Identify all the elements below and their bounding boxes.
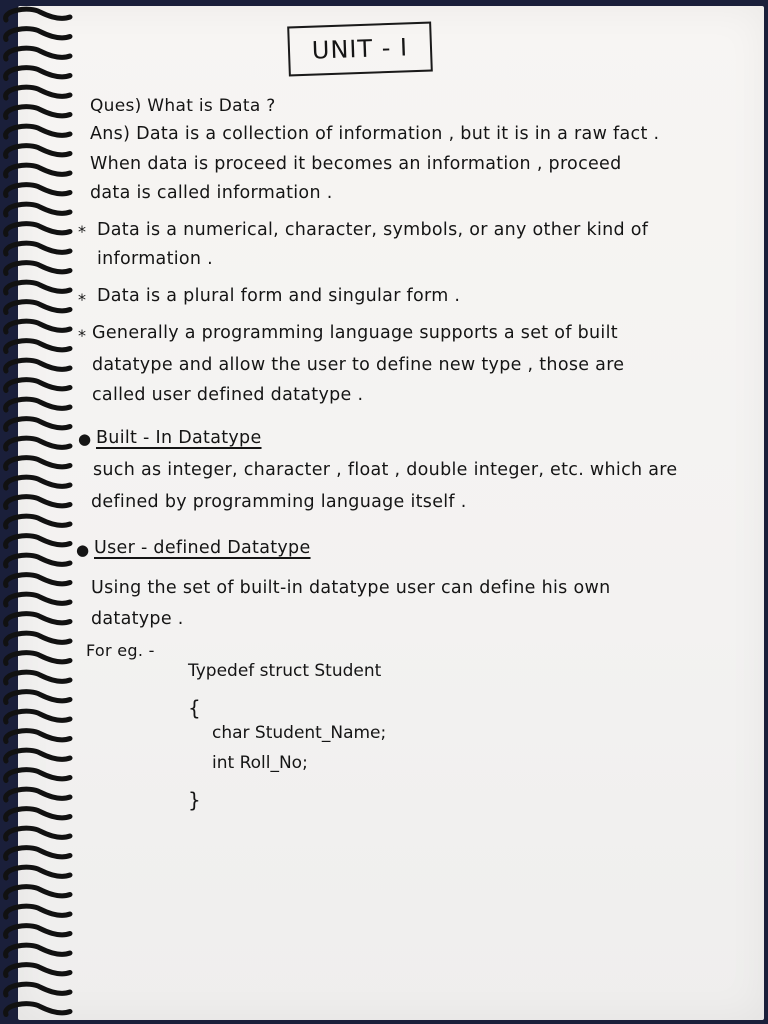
- example-label: For eg. -: [86, 641, 155, 660]
- spiral-coil: [6, 48, 70, 59]
- code-close-brace: }: [188, 788, 201, 812]
- answer-line-3: data is called information .: [90, 183, 333, 203]
- spiral-coil: [6, 9, 70, 20]
- spiral-coil: [6, 633, 70, 644]
- spiral-coil: [6, 146, 70, 157]
- userdefined-line-2: datatype .: [91, 609, 184, 629]
- spiral-coil: [6, 341, 70, 352]
- spiral-coil: [6, 204, 70, 215]
- spiral-coil: [6, 126, 70, 137]
- spiral-coil: [6, 419, 70, 430]
- builtin-line-1: such as integer, character , float , double integer, etc. which are: [93, 460, 678, 480]
- answer-line-2: When data is proceed it becomes an information , proceed: [90, 154, 622, 174]
- spiral-coil: [6, 887, 70, 898]
- code-line-2: char Student_Name;: [212, 723, 387, 743]
- spiral-coil: [6, 555, 70, 566]
- spiral-coil: [6, 926, 70, 937]
- code-line-3: int Roll_No;: [212, 753, 308, 773]
- spiral-coil: [6, 1004, 70, 1015]
- point1-line-2: information .: [97, 249, 214, 269]
- dot-bullet: ●: [78, 430, 92, 448]
- spiral-coil: [6, 497, 70, 508]
- spiral-coil: [6, 360, 70, 371]
- spiral-coil: [6, 711, 70, 722]
- spiral-coil: [6, 536, 70, 547]
- spiral-coil: [6, 594, 70, 605]
- unit-title: UNIT - I: [287, 22, 433, 77]
- spiral-coil: [6, 185, 70, 196]
- userdefined-heading: User - defined Datatype: [94, 538, 311, 558]
- spiral-coil: [6, 848, 70, 859]
- spiral-coil: [6, 731, 70, 742]
- spiral-coil: [6, 965, 70, 976]
- spiral-coil: [6, 399, 70, 410]
- spiral-coil: [6, 809, 70, 820]
- spiral-binding: [0, 0, 80, 1024]
- builtin-line-2: defined by programming language itself .: [91, 492, 467, 512]
- spiral-coil: [6, 302, 70, 313]
- spiral-coil: [6, 477, 70, 488]
- spiral-coil: [6, 945, 70, 956]
- spiral-coil: [6, 653, 70, 664]
- spiral-coil: [6, 614, 70, 625]
- spiral-coil: [6, 380, 70, 391]
- star-bullet: *: [78, 326, 86, 345]
- spiral-coil: [6, 68, 70, 79]
- point3-line-2: datatype and allow the user to define new type , those are: [92, 355, 625, 375]
- star-bullet: *: [78, 290, 86, 309]
- spiral-coil: [6, 87, 70, 98]
- point3-line-1: Generally a programming language supports a set of built: [92, 323, 618, 343]
- spiral-coil: [6, 282, 70, 293]
- spiral-coil: [6, 750, 70, 761]
- answer-line-1: Ans) Data is a collection of information , but it is in a raw fact .: [90, 124, 660, 144]
- spiral-coil: [6, 107, 70, 118]
- spiral-coil: [6, 692, 70, 703]
- spiral-coil: [6, 672, 70, 683]
- point2: Data is a plural form and singular form .: [97, 286, 461, 306]
- star-bullet: *: [78, 222, 86, 241]
- spiral-coil: [6, 243, 70, 254]
- spiral-coil: [6, 516, 70, 527]
- question: Ques) What is Data ?: [90, 96, 276, 116]
- spiral-coil: [6, 29, 70, 40]
- spiral-coil: [6, 458, 70, 469]
- spiral-coil: [6, 789, 70, 800]
- builtin-heading: Built - In Datatype: [96, 428, 262, 448]
- spiral-coil: [6, 165, 70, 176]
- dot-bullet: ●: [76, 541, 90, 559]
- userdefined-line-1: Using the set of built-in datatype user can define his own: [91, 578, 611, 598]
- spiral-coil: [6, 828, 70, 839]
- spiral-coil: [6, 984, 70, 995]
- spiral-coil: [6, 438, 70, 449]
- point3-line-3: called user defined datatype .: [92, 385, 364, 405]
- spiral-coil: [6, 770, 70, 781]
- spiral-coil: [6, 321, 70, 332]
- spiral-coil: [6, 575, 70, 586]
- spiral-coil: [6, 906, 70, 917]
- code-open-brace: {: [188, 696, 201, 720]
- spiral-coil: [6, 867, 70, 878]
- spiral-coil: [6, 263, 70, 274]
- point1-line-1: Data is a numerical, character, symbols, or any other kind of: [97, 220, 649, 240]
- code-line-1: Typedef struct Student: [188, 661, 382, 681]
- spiral-coil: [6, 224, 70, 235]
